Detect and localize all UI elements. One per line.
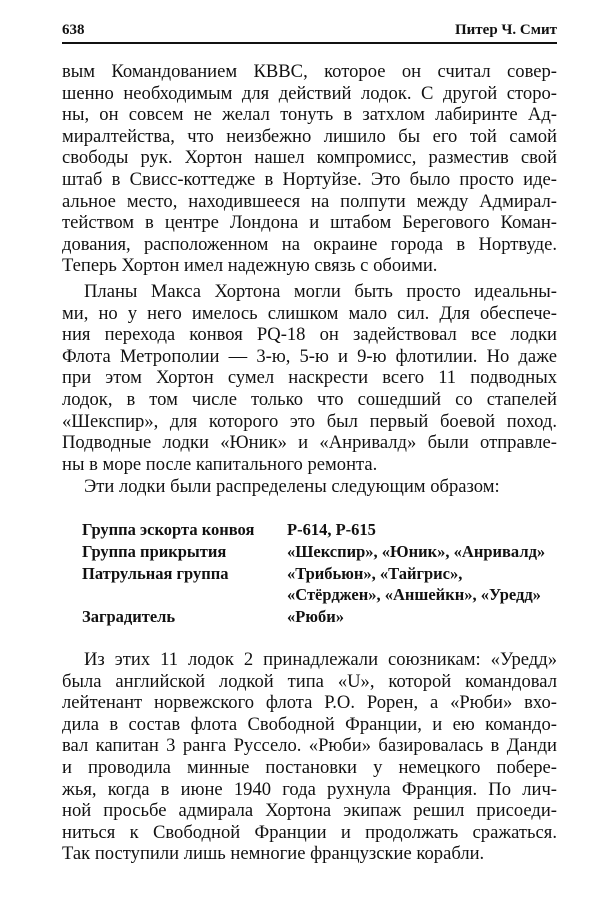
boat-names: «Трибьюн», «Тайгрис», — [287, 563, 463, 583]
table-row — [82, 519, 557, 541]
boat-distribution-table — [82, 519, 557, 628]
text-line: ниться к Свободной Франции и продолжать сражаться. — [62, 821, 557, 843]
text-line: Так поступили лишь немногие французские корабли. — [62, 843, 485, 865]
text-line: штаб в Свисс-коттедже в Нортуйзе. Это было просто иде- — [62, 168, 557, 190]
boat-names: «Шекспир», «Юник», «Анривалд» — [287, 541, 546, 561]
text-line: вал капитан 3 ранга Руссело. «Рюби» базировалась в Данди — [62, 735, 557, 757]
text-line: вым Командованием КВВС, которое он считал совер- — [62, 61, 557, 82]
text-line: Теперь Хортон имел надежную связь с обоими. — [62, 255, 438, 277]
text-line: ны, он совсем не желал тонуть в затхлом лабиринте Ад- — [62, 104, 557, 126]
group-name: Заградитель — [82, 607, 176, 627]
boat-names: «Стёрджен», «Аншейкн», «Уредд» — [287, 585, 541, 605]
boat-names: «Рюби» — [287, 607, 344, 627]
group-name: Группа прикрытия — [82, 541, 227, 561]
group-name: Группа эскорта конвоя — [82, 520, 255, 539]
table-row — [82, 563, 557, 585]
text-line: лодок, в том числе только что сошедший со стапелей — [62, 388, 557, 410]
table-row — [82, 541, 557, 563]
text-line: жья, когда в июне 1940 года рухнула Франция. По лич- — [62, 778, 557, 800]
text-line: миралтейства, что неизбежно лишило бы его той самой — [62, 125, 557, 147]
text-line: Эти лодки были распределены следующим образом: — [84, 476, 500, 497]
text-line: Флота Метрополии — 3-ю, 5-ю и 9-ю флотилии. Но даже — [62, 345, 557, 367]
text-line: дования, расположенном на окраине города в Нортвуде. — [62, 233, 557, 255]
running-header — [62, 20, 557, 44]
text-line: Из этих 11 лодок 2 принадлежали союзникам: «Уредд» — [84, 649, 557, 670]
paragraph — [62, 61, 557, 277]
text-line: ны в море после капитального ремонта. — [62, 453, 378, 475]
table-row — [82, 606, 557, 628]
text-line: шенно необходимым для действий лодок. С другой сторо- — [62, 82, 557, 104]
table-row — [82, 584, 557, 606]
text-line: Подводные лодки «Юник» и «Анривалд» были отправле- — [62, 432, 557, 454]
text-line: альное место, находившееся на полпути между Адмирал- — [62, 190, 557, 212]
text-line: свободы рук. Хортон нашел компромисс, разместив свой — [62, 147, 557, 169]
text-line: лейтенант норвежского флота Р.О. Рорен, а «Рюби» вхо- — [62, 692, 557, 714]
group-name: Патрульная группа — [82, 563, 229, 583]
text-line: дила в состав флота Свободной Франции, и ею командо- — [62, 713, 557, 735]
page-number: 638 — [62, 22, 85, 38]
paragraph — [62, 281, 557, 475]
boat-names: Р-614, Р-615 — [287, 520, 376, 539]
text-line: тейством в центре Лондона и штабом Берегового Коман- — [62, 212, 557, 234]
text-line: ния перехода конвоя PQ-18 он задействовал все лодки — [62, 324, 557, 346]
text-line: была английской лодкой типа «U», которой командовал — [62, 670, 557, 692]
text-line: ной просьбе адмирала Хортона экипаж решил присоеди- — [62, 800, 557, 822]
text-line: «Шекспир», для которого это был первый боевой поход. — [62, 410, 557, 432]
paragraph — [62, 476, 557, 498]
text-line: ми, но у него имелось слишком мало сил. Для обеспече- — [62, 302, 557, 324]
text-line: и проводила минные постановки у немецкого побере- — [62, 756, 557, 778]
running-header-author: Питер Ч. Смит — [455, 22, 557, 38]
paragraph — [62, 649, 557, 865]
text-line: Планы Макса Хортона могли быть просто идеальны- — [84, 281, 557, 302]
text-line: при этом Хортон сумел наскрести всего 11 подводных — [62, 367, 557, 389]
